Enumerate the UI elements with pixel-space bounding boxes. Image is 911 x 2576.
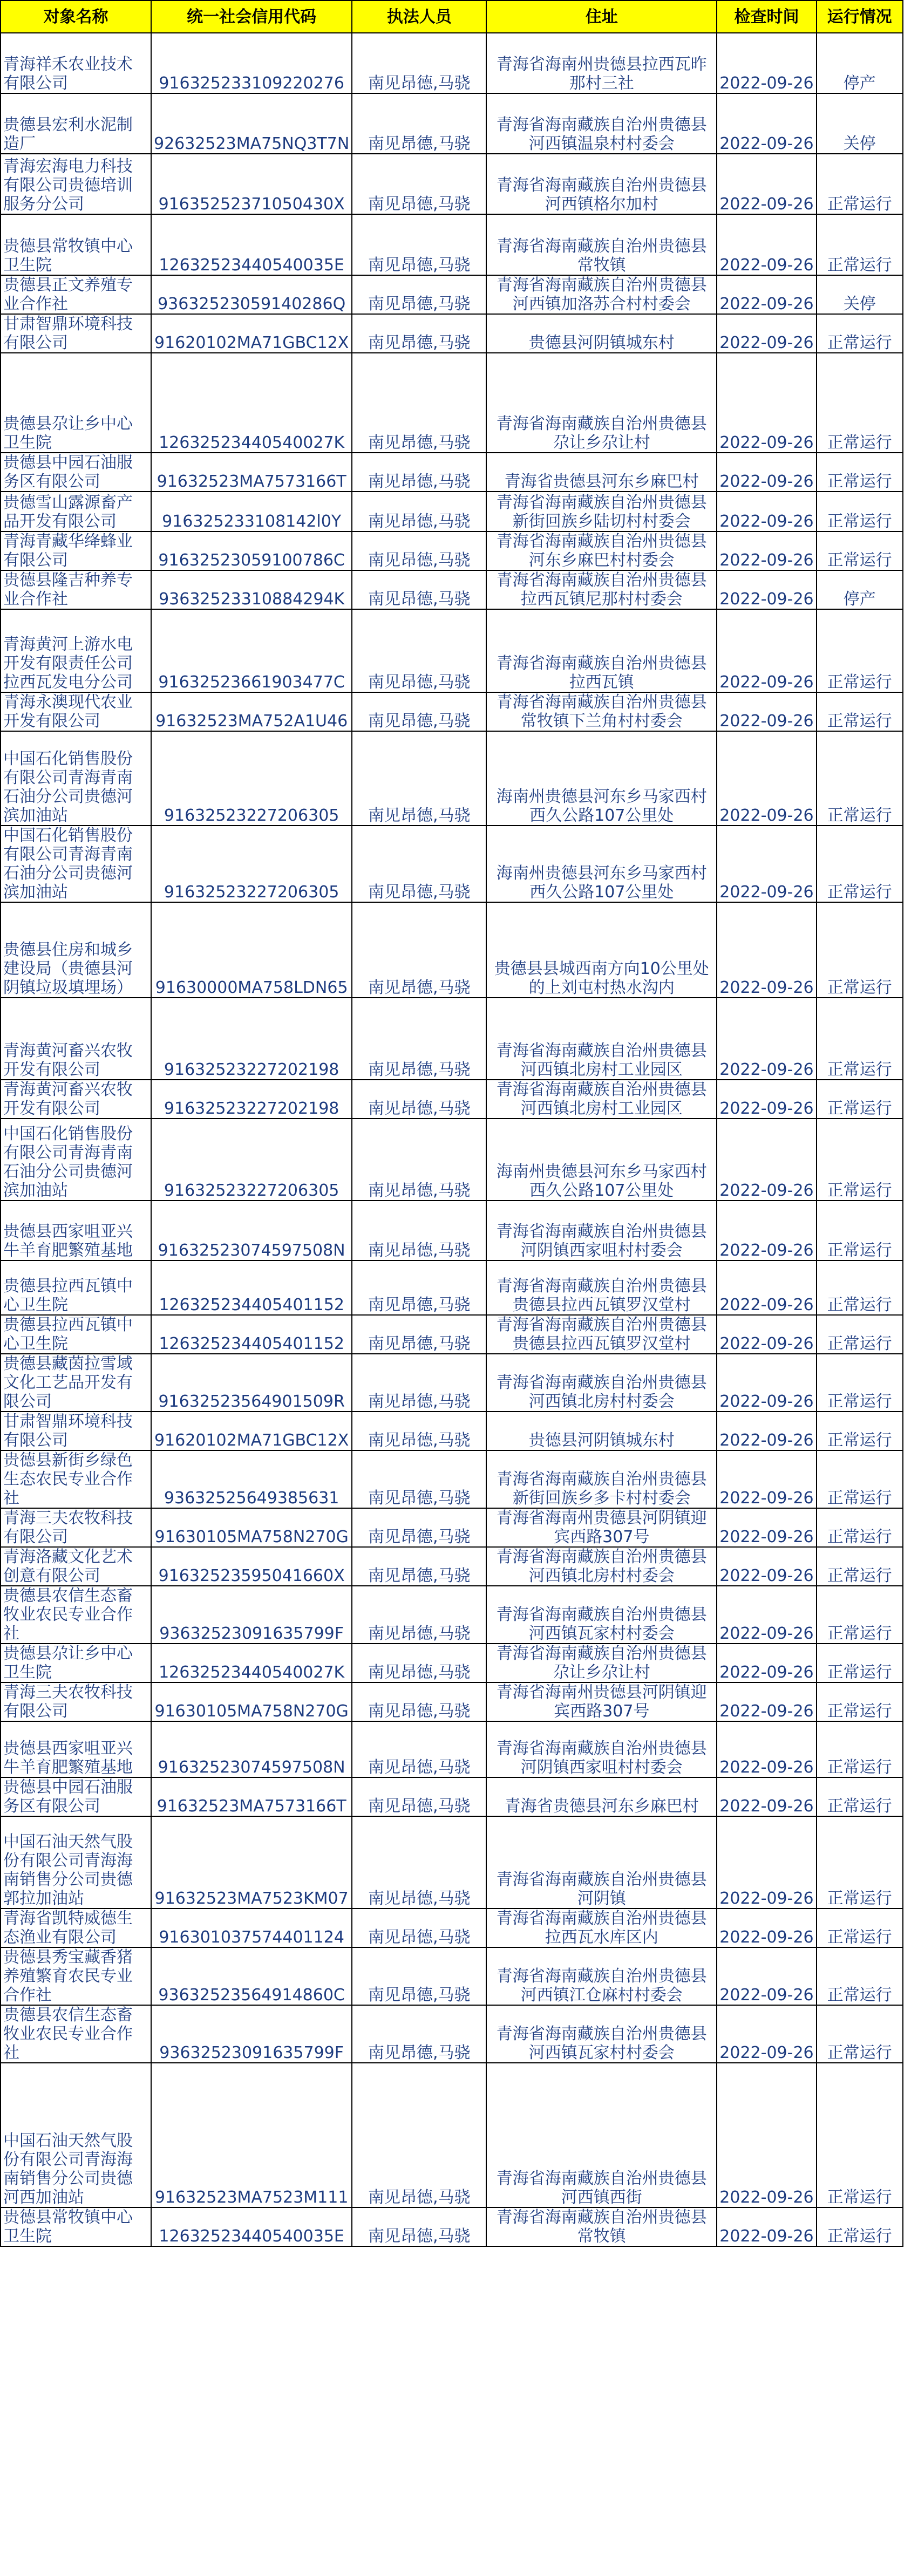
credit-code-cell: 12632523440540027K (151, 1644, 352, 1682)
operation-status-cell: 正常运行 (817, 314, 903, 353)
credit-code-cell: 916325233108142l0Y (151, 492, 352, 531)
table-header-row (1, 1, 903, 33)
address-cell: 青海省海南藏族自治州贵德县河西镇格尔加村 (486, 154, 717, 214)
object-name-cell: 贵德县中园石油服务区有限公司 (1, 1777, 151, 1816)
table-row (1, 1315, 903, 1354)
enforcement-staff-cell: 南见昂德,马骁 (352, 1354, 486, 1412)
operation-status-cell: 正常运行 (817, 1354, 903, 1412)
credit-code-cell: 93632523564914860C (151, 1947, 352, 2005)
address-cell: 青海省海南藏族自治州贵德县河西镇瓦家村村委会 (486, 2005, 717, 2063)
operation-status-cell: 正常运行 (817, 214, 903, 275)
table-row (1, 1721, 903, 1777)
credit-code-cell: 91632523MA7573166T (151, 453, 352, 492)
table-row (1, 902, 903, 998)
address-cell: 青海省海南藏族自治州贵德县河西镇北房村村委会 (486, 1354, 717, 1412)
credit-code-cell: 93632523310884294K (151, 570, 352, 609)
credit-code-cell: 12632523440540035E (151, 214, 352, 275)
inspection-date-cell: 2022-09-26 (717, 1201, 816, 1260)
inspection-date-cell: 2022-09-26 (717, 1260, 816, 1315)
table-row (1, 531, 903, 570)
inspection-date-cell: 2022-09-26 (717, 1450, 816, 1508)
address-cell: 青海省海南藏族自治州贵德县拉西瓦镇 (486, 609, 717, 692)
table-row (1, 154, 903, 214)
table-row (1, 998, 903, 1080)
table-row (1, 692, 903, 731)
inspection-date-cell: 2022-09-26 (717, 826, 816, 902)
table-row (1, 492, 903, 531)
object-name-cell: 甘肃智鼎环境科技有限公司 (1, 1412, 151, 1450)
table-row (1, 1080, 903, 1119)
address-cell: 青海省海南藏族自治州贵德县河西镇江仓麻村村委会 (486, 1947, 717, 2005)
credit-code-cell: 91632523227206305 (151, 731, 352, 826)
inspection-date-cell: 2022-09-26 (717, 1354, 816, 1412)
credit-code-cell: 93632523091635799F (151, 1586, 352, 1644)
table-row (1, 2005, 903, 2063)
operation-status-cell: 正常运行 (817, 1721, 903, 1777)
credit-code-cell: 91632523227206305 (151, 826, 352, 902)
operation-status-cell: 正常运行 (817, 1201, 903, 1260)
object-name-cell: 贵德县住房和城乡建设局（贵德县河阴镇垃圾填埋场） (1, 902, 151, 998)
credit-code-cell: 12632523440540027K (151, 353, 352, 453)
enforcement-staff-cell: 南见昂德,马骁 (352, 692, 486, 731)
object-name-cell: 贵德县尕让乡中心卫生院 (1, 353, 151, 453)
enforcement-staff-cell: 南见昂德,马骁 (352, 1947, 486, 2005)
table-row (1, 570, 903, 609)
object-name-cell: 中国石油天然气股份有限公司青海海南销售分公司贵德郭拉加油站 (1, 1816, 151, 1909)
header-credit-code: 统一社会信用代码 (151, 1, 352, 33)
enforcement-staff-cell: 南见昂德,马骁 (352, 609, 486, 692)
table-row (1, 1547, 903, 1586)
table-row (1, 1450, 903, 1508)
inspection-date-cell: 2022-09-26 (717, 2005, 816, 2063)
object-name-cell: 贵德县农信生态畜牧业农民专业合作社 (1, 2005, 151, 2063)
inspection-date-cell: 2022-09-26 (717, 609, 816, 692)
operation-status-cell: 正常运行 (817, 1816, 903, 1909)
inspection-date-cell: 2022-09-26 (717, 154, 816, 214)
credit-code-cell: 91620102MA71GBC12X (151, 314, 352, 353)
table-row (1, 1260, 903, 1315)
operation-status-cell: 正常运行 (817, 692, 903, 731)
address-cell: 青海省海南藏族自治州贵德县拉西瓦镇尼那村村委会 (486, 570, 717, 609)
object-name-cell: 贵德县正文养殖专业合作社 (1, 275, 151, 314)
object-name-cell: 青海洛藏文化艺术创意有限公司 (1, 1547, 151, 1586)
header-enforcement-staff: 执法人员 (352, 1, 486, 33)
object-name-cell: 中国石化销售股份有限公司青海青南石油分公司贵德河滨加油站 (1, 1119, 151, 1201)
enforcement-staff-cell: 南见昂德,马骁 (352, 1201, 486, 1260)
enforcement-staff-cell: 南见昂德,马骁 (352, 2005, 486, 2063)
enforcement-staff-cell: 南见昂德,马骁 (352, 1080, 486, 1119)
table-row (1, 1508, 903, 1547)
inspection-date-cell: 2022-09-26 (717, 275, 816, 314)
object-name-cell: 贵德县宏利水泥制造厂 (1, 93, 151, 154)
object-name-cell: 青海永澳现代农业开发有限公司 (1, 692, 151, 731)
operation-status-cell: 关停 (817, 275, 903, 314)
credit-code-cell: 91632523MA7523M111 (151, 2063, 352, 2207)
table-row (1, 1816, 903, 1909)
object-name-cell: 青海黄河畜兴农牧开发有限公司 (1, 1080, 151, 1119)
inspection-date-cell: 2022-09-26 (717, 1682, 816, 1721)
table-row (1, 314, 903, 353)
address-cell: 海南州贵德县河东乡马家西村西久公路107公里处 (486, 826, 717, 902)
enforcement-staff-cell: 南见昂德,马骁 (352, 1508, 486, 1547)
inspection-date-cell: 2022-09-26 (717, 1080, 816, 1119)
credit-code-cell: 92632523MA75NQ3T7N (151, 93, 352, 154)
address-cell: 青海省海南藏族自治州贵德县河西镇瓦家村村委会 (486, 1586, 717, 1644)
object-name-cell: 贵德县西家咀亚兴牛羊育肥繁殖基地 (1, 1201, 151, 1260)
inspection-date-cell: 2022-09-26 (717, 692, 816, 731)
operation-status-cell: 停产 (817, 570, 903, 609)
address-cell: 青海省海南藏族自治州贵德县尕让乡尕让村 (486, 1644, 717, 1682)
operation-status-cell: 正常运行 (817, 2207, 903, 2246)
inspection-date-cell: 2022-09-26 (717, 902, 816, 998)
operation-status-cell: 正常运行 (817, 531, 903, 570)
enforcement-staff-cell: 南见昂德,马骁 (352, 93, 486, 154)
object-name-cell: 贵德县拉西瓦镇中心卫生院 (1, 1260, 151, 1315)
table-row (1, 353, 903, 453)
inspection-date-cell: 2022-09-26 (717, 1508, 816, 1547)
enforcement-staff-cell: 南见昂德,马骁 (352, 1119, 486, 1201)
enforcement-staff-cell: 南见昂德,马骁 (352, 902, 486, 998)
object-name-cell: 青海黄河上游水电开发有限责任公司拉西瓦发电分公司 (1, 609, 151, 692)
object-name-cell: 贵德县秀宝藏香猪养殖繁育农民专业合作社 (1, 1947, 151, 2005)
credit-code-cell: 91632523MA752A1U46 (151, 692, 352, 731)
operation-status-cell: 关停 (817, 93, 903, 154)
enforcement-staff-cell: 南见昂德,马骁 (352, 492, 486, 531)
enforcement-staff-cell: 南见昂德,马骁 (352, 314, 486, 353)
enforcement-staff-cell: 南见昂德,马骁 (352, 33, 486, 93)
enforcement-staff-cell: 南见昂德,马骁 (352, 2063, 486, 2207)
table-row (1, 1947, 903, 2005)
object-name-cell: 贵德县隆吉种养专业合作社 (1, 570, 151, 609)
table-row (1, 33, 903, 93)
address-cell: 青海省海南藏族自治州贵德县河阴镇西家咀村村委会 (486, 1201, 717, 1260)
enforcement-staff-cell: 南见昂德,马骁 (352, 826, 486, 902)
object-name-cell: 贵德雪山露源畜产品开发有限公司 (1, 492, 151, 531)
inspection-date-cell: 2022-09-26 (717, 998, 816, 1080)
operation-status-cell: 正常运行 (817, 353, 903, 453)
enforcement-staff-cell: 南见昂德,马骁 (352, 353, 486, 453)
inspection-date-cell: 2022-09-26 (717, 2063, 816, 2207)
address-cell: 贵德县河阴镇城东村 (486, 1412, 717, 1450)
enforcement-staff-cell: 南见昂德,马骁 (352, 570, 486, 609)
address-cell: 青海省海南州贵德县河阴镇迎宾西路307号 (486, 1508, 717, 1547)
object-name-cell: 青海宏海电力科技有限公司贵德培训服务分公司 (1, 154, 151, 214)
enforcement-staff-cell: 南见昂德,马骁 (352, 453, 486, 492)
object-name-cell: 青海祥禾农业技术有限公司 (1, 33, 151, 93)
enforcement-staff-cell: 南见昂德,马骁 (352, 275, 486, 314)
operation-status-cell: 正常运行 (817, 1450, 903, 1508)
enforcement-staff-cell: 南见昂德,马骁 (352, 1682, 486, 1721)
inspection-date-cell: 2022-09-26 (717, 1816, 816, 1909)
credit-code-cell: 91630105MA758N270G (151, 1682, 352, 1721)
enforcement-staff-cell: 南见昂德,马骁 (352, 1315, 486, 1354)
object-name-cell: 青海三夫农牧科技有限公司 (1, 1682, 151, 1721)
address-cell: 青海省海南藏族自治州贵德县河西镇北房村工业园区 (486, 998, 717, 1080)
enforcement-staff-cell: 南见昂德,马骁 (352, 1777, 486, 1816)
address-cell: 青海省海南藏族自治州贵德县尕让乡尕让村 (486, 353, 717, 453)
credit-code-cell: 91632523227202198 (151, 998, 352, 1080)
credit-code-cell: 91632523227202198 (151, 1080, 352, 1119)
header-operation-status: 运行情况 (817, 1, 903, 33)
address-cell: 青海省海南藏族自治州贵德县河西镇北房村工业园区 (486, 1080, 717, 1119)
table-row (1, 93, 903, 154)
credit-code-cell: 93632525649385631 (151, 1450, 352, 1508)
address-cell: 青海省海南州贵德县拉西瓦昨那村三社 (486, 33, 717, 93)
enforcement-staff-cell: 南见昂德,马骁 (352, 1547, 486, 1586)
address-cell: 贵德县河阴镇城东村 (486, 314, 717, 353)
address-cell: 青海省海南藏族自治州贵德县常牧镇 (486, 214, 717, 275)
inspection-date-cell: 2022-09-26 (717, 1315, 816, 1354)
credit-code-cell: 91635252371050430X (151, 154, 352, 214)
enforcement-staff-cell: 南见昂德,马骁 (352, 998, 486, 1080)
table-row (1, 2207, 903, 2246)
object-name-cell: 中国石油天然气股份有限公司青海海南销售分公司贵德河西加油站 (1, 2063, 151, 2207)
address-cell: 青海省海南藏族自治州贵德县河西镇温泉村村委会 (486, 93, 717, 154)
operation-status-cell: 正常运行 (817, 1412, 903, 1450)
enforcement-staff-cell: 南见昂德,马骁 (352, 1816, 486, 1909)
object-name-cell: 贵德县中园石油服务区有限公司 (1, 453, 151, 492)
operation-status-cell: 正常运行 (817, 2063, 903, 2207)
inspection-date-cell: 2022-09-26 (717, 93, 816, 154)
inspection-date-cell: 2022-09-26 (717, 353, 816, 453)
enforcement-staff-cell: 南见昂德,马骁 (352, 214, 486, 275)
table-row (1, 1412, 903, 1450)
credit-code-cell: 12632523440540035E (151, 2207, 352, 2246)
address-cell: 青海省海南藏族自治州贵德县河西镇西街 (486, 2063, 717, 2207)
table-row (1, 731, 903, 826)
operation-status-cell: 正常运行 (817, 826, 903, 902)
object-name-cell: 青海青藏华绛蜂业有限公司 (1, 531, 151, 570)
address-cell: 青海省海南藏族自治州贵德县贵德县拉西瓦镇罗汉堂村 (486, 1315, 717, 1354)
inspection-date-cell: 2022-09-26 (717, 1644, 816, 1682)
operation-status-cell: 正常运行 (817, 2005, 903, 2063)
table-row (1, 214, 903, 275)
enforcement-staff-cell: 南见昂德,马骁 (352, 731, 486, 826)
operation-status-cell: 正常运行 (817, 609, 903, 692)
credit-code-cell: 91632523059100786C (151, 531, 352, 570)
inspection-date-cell: 2022-09-26 (717, 453, 816, 492)
object-name-cell: 贵德县尕让乡中心卫生院 (1, 1644, 151, 1682)
object-name-cell: 贵德县新街乡绿色生态农民专业合作社 (1, 1450, 151, 1508)
object-name-cell: 贵德县常牧镇中心卫生院 (1, 2207, 151, 2246)
address-cell: 青海省贵德县河东乡麻巴村 (486, 1777, 717, 1816)
object-name-cell: 中国石化销售股份有限公司青海青南石油分公司贵德河滨加油站 (1, 826, 151, 902)
object-name-cell: 青海黄河畜兴农牧开发有限公司 (1, 998, 151, 1080)
enforcement-staff-cell: 南见昂德,马骁 (352, 1450, 486, 1508)
credit-code-cell: 91632523564901509R (151, 1354, 352, 1412)
table-row (1, 275, 903, 314)
credit-code-cell: 126325234405401152 (151, 1315, 352, 1354)
header-object-name: 对象名称 (1, 1, 151, 33)
credit-code-cell: 916325233109220276 (151, 33, 352, 93)
object-name-cell: 甘肃智鼎环境科技有限公司 (1, 314, 151, 353)
table-row (1, 1354, 903, 1412)
operation-status-cell: 正常运行 (817, 1777, 903, 1816)
operation-status-cell: 正常运行 (817, 731, 903, 826)
address-cell: 青海省海南藏族自治州贵德县常牧镇下兰角村村委会 (486, 692, 717, 731)
credit-code-cell: 91620102MA71GBC12X (151, 1412, 352, 1450)
credit-code-cell: 91632523074597508N (151, 1201, 352, 1260)
address-cell: 青海省海南州贵德县河阴镇迎宾西路307号 (486, 1682, 717, 1721)
credit-code-cell: 91630000MA758LDN65 (151, 902, 352, 998)
credit-code-cell: 91632523661903477C (151, 609, 352, 692)
credit-code-cell: 91632523MA7523KM07 (151, 1816, 352, 1909)
operation-status-cell: 正常运行 (817, 902, 903, 998)
operation-status-cell: 停产 (817, 33, 903, 93)
operation-status-cell: 正常运行 (817, 1508, 903, 1547)
object-name-cell: 中国石化销售股份有限公司青海青南石油分公司贵德河滨加油站 (1, 731, 151, 826)
table-row (1, 826, 903, 902)
table-row (1, 453, 903, 492)
inspection-date-cell: 2022-09-26 (717, 570, 816, 609)
enforcement-staff-cell: 南见昂德,马骁 (352, 1586, 486, 1644)
table-row (1, 1119, 903, 1201)
inspection-date-cell: 2022-09-26 (717, 492, 816, 531)
address-cell: 海南州贵德县河东乡马家西村西久公路107公里处 (486, 731, 717, 826)
object-name-cell: 贵德县拉西瓦镇中心卫生院 (1, 1315, 151, 1354)
credit-code-cell: 91632523595041660X (151, 1547, 352, 1586)
operation-status-cell: 正常运行 (817, 453, 903, 492)
enforcement-staff-cell: 南见昂德,马骁 (352, 1412, 486, 1450)
address-cell: 青海省海南藏族自治州贵德县新街回族乡多卡村村委会 (486, 1450, 717, 1508)
table-row (1, 609, 903, 692)
address-cell: 海南州贵德县河东乡马家西村西久公路107公里处 (486, 1119, 717, 1201)
table-row (1, 1909, 903, 1947)
inspection-date-cell: 2022-09-26 (717, 314, 816, 353)
inspection-date-cell: 2022-09-26 (717, 1586, 816, 1644)
table-row (1, 2063, 903, 2207)
operation-status-cell: 正常运行 (817, 1119, 903, 1201)
operation-status-cell: 正常运行 (817, 1260, 903, 1315)
inspection-date-cell: 2022-09-26 (717, 2207, 816, 2246)
table-row (1, 1586, 903, 1644)
address-cell: 青海省海南藏族自治州贵德县常牧镇 (486, 2207, 717, 2246)
enforcement-staff-cell: 南见昂德,马骁 (352, 1721, 486, 1777)
enforcement-staff-cell: 南见昂德,马骁 (352, 1644, 486, 1682)
header-inspection-date: 检查时间 (717, 1, 816, 33)
inspection-date-cell: 2022-09-26 (717, 1119, 816, 1201)
enforcement-staff-cell: 南见昂德,马骁 (352, 154, 486, 214)
credit-code-cell: 91632523227206305 (151, 1119, 352, 1201)
credit-code-cell: 93632523059140286Q (151, 275, 352, 314)
address-cell: 青海省贵德县河东乡麻巴村 (486, 453, 717, 492)
inspection-date-cell: 2022-09-26 (717, 1777, 816, 1816)
operation-status-cell: 正常运行 (817, 1909, 903, 1947)
object-name-cell: 青海省凯特威德生态渔业有限公司 (1, 1909, 151, 1947)
operation-status-cell: 正常运行 (817, 998, 903, 1080)
credit-code-cell: 91632523MA7573166T (151, 1777, 352, 1816)
credit-code-cell: 916301037574401124 (151, 1909, 352, 1947)
address-cell: 青海省海南藏族自治州贵德县贵德县拉西瓦镇罗汉堂村 (486, 1260, 717, 1315)
operation-status-cell: 正常运行 (817, 1080, 903, 1119)
object-name-cell: 贵德县农信生态畜牧业农民专业合作社 (1, 1586, 151, 1644)
inspection-date-cell: 2022-09-26 (717, 33, 816, 93)
enforcement-staff-cell: 南见昂德,马骁 (352, 1260, 486, 1315)
header-address: 住址 (486, 1, 717, 33)
operation-status-cell: 正常运行 (817, 1315, 903, 1354)
address-cell: 青海省海南藏族自治州贵德县河西镇北房村村委会 (486, 1547, 717, 1586)
operation-status-cell: 正常运行 (817, 1682, 903, 1721)
address-cell: 青海省海南藏族自治州贵德县河东乡麻巴村村委会 (486, 531, 717, 570)
address-cell: 青海省海南藏族自治州贵德县拉西瓦水库区内 (486, 1909, 717, 1947)
object-name-cell: 贵德县藏茵拉雪域文化工艺品开发有限公司 (1, 1354, 151, 1412)
table-row (1, 1777, 903, 1816)
credit-code-cell: 93632523091635799F (151, 2005, 352, 2063)
inspection-date-cell: 2022-09-26 (717, 531, 816, 570)
address-cell: 青海省海南藏族自治州贵德县河阴镇西家咀村村委会 (486, 1721, 717, 1777)
enforcement-staff-cell: 南见昂德,马骁 (352, 2207, 486, 2246)
operation-status-cell: 正常运行 (817, 1947, 903, 2005)
inspection-date-cell: 2022-09-26 (717, 1547, 816, 1586)
inspection-date-cell: 2022-09-26 (717, 1721, 816, 1777)
operation-status-cell: 正常运行 (817, 492, 903, 531)
address-cell: 青海省海南藏族自治州贵德县河西镇加洛苏合村村委会 (486, 275, 717, 314)
inspection-date-cell: 2022-09-26 (717, 214, 816, 275)
address-cell: 青海省海南藏族自治州贵德县新街回族乡陆切村村委会 (486, 492, 717, 531)
operation-status-cell: 正常运行 (817, 1586, 903, 1644)
inspection-date-cell: 2022-09-26 (717, 1412, 816, 1450)
operation-status-cell: 正常运行 (817, 1644, 903, 1682)
object-name-cell: 青海三夫农牧科技有限公司 (1, 1508, 151, 1547)
credit-code-cell: 126325234405401152 (151, 1260, 352, 1315)
table-row (1, 1201, 903, 1260)
enforcement-staff-cell: 南见昂德,马骁 (352, 1909, 486, 1947)
object-name-cell: 贵德县西家咀亚兴牛羊育肥繁殖基地 (1, 1721, 151, 1777)
operation-status-cell: 正常运行 (817, 154, 903, 214)
table-row (1, 1682, 903, 1721)
address-cell: 贵德县县城西南方向10公里处的上刘屯村热水沟内 (486, 902, 717, 998)
operation-status-cell: 正常运行 (817, 1547, 903, 1586)
credit-code-cell: 91630105MA758N270G (151, 1508, 352, 1547)
table-row (1, 1644, 903, 1682)
address-cell: 青海省海南藏族自治州贵德县河阴镇 (486, 1816, 717, 1909)
object-name-cell: 贵德县常牧镇中心卫生院 (1, 214, 151, 275)
inspection-date-cell: 2022-09-26 (717, 1947, 816, 2005)
enforcement-staff-cell: 南见昂德,马骁 (352, 531, 486, 570)
credit-code-cell: 91632523074597508N (151, 1721, 352, 1777)
inspection-date-cell: 2022-09-26 (717, 731, 816, 826)
inspection-date-cell: 2022-09-26 (717, 1909, 816, 1947)
